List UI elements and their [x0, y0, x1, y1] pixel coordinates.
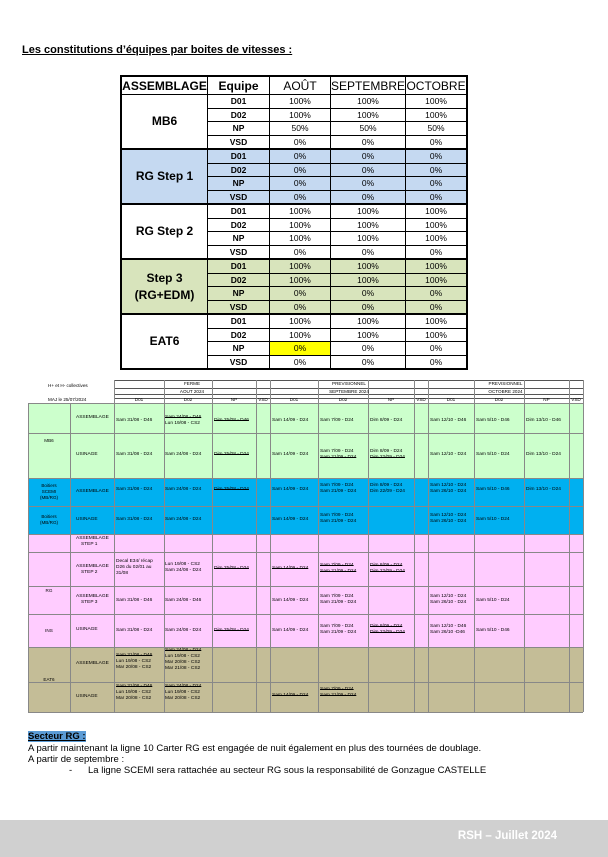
grid-line	[318, 380, 319, 712]
sub-label: USINAGE	[76, 627, 98, 632]
group-name	[121, 149, 208, 204]
value-cell: 0%	[270, 355, 331, 369]
grid-line	[28, 403, 583, 404]
group-name-text: EAT6	[149, 334, 180, 348]
month-label: OCTOBRE 2024	[488, 389, 523, 394]
planning-cell: Lun 19/08 - CS2	[165, 421, 200, 426]
row-band	[28, 534, 583, 552]
header-equipe: Equipe	[208, 76, 270, 95]
value-cell: 0%	[406, 300, 468, 314]
table-row	[121, 314, 467, 328]
team-cell: NP	[208, 177, 270, 191]
planning-cell: Sam 14/09 - D24	[272, 418, 309, 423]
planning-cell: Sam 12/10 - D24	[430, 452, 467, 457]
planning-cell: Sam 21/09 - D24	[320, 693, 357, 698]
group-label	[28, 677, 70, 683]
planning-cell: Sam 5/10 - D46	[476, 628, 510, 633]
value-cell: 100%	[270, 218, 331, 232]
planning-cell: Sam 21/09 - D24	[320, 600, 357, 605]
header-assemblage: ASSEMBLAGE	[121, 76, 208, 95]
planning-cell: Sam 24/08 - D24	[165, 628, 202, 633]
planning-cell: Sam 14/09 - D24	[272, 693, 309, 698]
footer-bar	[0, 820, 608, 857]
planning-cell: Sam 21/09 - D24	[320, 569, 357, 574]
value-cell: 100%	[406, 95, 468, 109]
planning-cell: Sam 21/09 - D24	[320, 489, 357, 494]
planning-cell: Sam 21/09 - D24	[320, 455, 357, 460]
value-cell: 100%	[270, 232, 331, 246]
grid-line	[270, 380, 271, 712]
value-cell: 0%	[270, 245, 331, 259]
planning-cell: Dim 25/08 - D46	[214, 418, 249, 423]
grid-line	[28, 586, 583, 587]
group-name-text: MB6	[151, 114, 178, 128]
team-header: VSD	[416, 397, 426, 402]
planning-cell: Sam 5/10 - D24	[476, 517, 510, 522]
grid-line	[28, 433, 583, 434]
month-label: SEPTEMBRE 2024	[329, 389, 369, 394]
grid-line	[414, 380, 415, 712]
team-cell: D02	[208, 163, 270, 177]
team-header: D01	[134, 397, 144, 402]
planning-cell: Sam 26/10 - D24	[430, 489, 467, 494]
sector-heading: Secteur RG :	[28, 731, 86, 742]
sub-label: ASSEMBLAGE	[76, 594, 109, 599]
value-cell: 100%	[270, 273, 331, 287]
team-cell: D02	[208, 218, 270, 232]
value-cell: 0%	[331, 355, 406, 369]
group-name	[121, 95, 208, 150]
planning-cell: Sam 21/09 - D24	[320, 519, 357, 524]
value-cell: 100%	[331, 314, 406, 328]
month-status: PREVISIONNEL	[332, 381, 366, 386]
grid-line	[28, 647, 583, 648]
team-header: NP	[387, 397, 395, 402]
planning-cell: Sam 24/08 - D24	[165, 568, 202, 573]
group-name-text: Step 3	[146, 270, 183, 285]
team-cell: D02	[208, 108, 270, 122]
planning-cell: Dim 25/08 - D24	[214, 566, 249, 571]
value-cell: 100%	[270, 314, 331, 328]
planning-cell: Sam 24/08 - D46	[165, 415, 202, 420]
value-cell: 100%	[406, 218, 468, 232]
month-status: FERME	[183, 381, 201, 386]
value-cell: 100%	[331, 232, 406, 246]
planning-cell: Sam 7/09 - D24	[320, 594, 354, 599]
planning-cell: Sam 31/08 - D46	[116, 598, 153, 603]
grid-line	[70, 403, 71, 712]
planning-cell: Dim 8/09 - D24	[370, 483, 403, 488]
planning-cell: Dim 13/10 - D46	[526, 418, 561, 423]
team-header: D02	[338, 397, 348, 402]
value-cell: 100%	[406, 108, 468, 122]
team-cell: VSD	[208, 245, 270, 259]
group-label-line: (MB/RG)	[39, 520, 59, 525]
table-header	[121, 76, 467, 95]
group-label	[28, 628, 70, 634]
team-cell: D01	[208, 204, 270, 218]
table-row	[121, 95, 467, 109]
planning-cell: Sam 12/10 - D46	[430, 418, 467, 423]
planning-cell: Sam 7/09 - D24	[320, 449, 354, 454]
value-cell: 0%	[406, 355, 468, 369]
team-header: NP	[543, 397, 550, 402]
grid-line	[114, 380, 115, 712]
planning-cell: Sam 7/09 - D24	[320, 624, 354, 629]
planning-cell: Dim 25/08 - D24	[214, 628, 249, 633]
planning-cell: Sam 7/09 - D24	[320, 418, 354, 423]
value-cell: 100%	[270, 108, 331, 122]
row-band	[28, 647, 583, 682]
planning-cell: Sam 5/10 - D46	[476, 487, 510, 492]
value-cell: 0%	[406, 287, 468, 301]
value-cell: 0%	[406, 342, 468, 356]
value-cell: 100%	[406, 259, 468, 273]
planning-cell: Sam 31/08 - D46	[116, 653, 153, 658]
planning-cell: Sam 21/09 - D24	[320, 630, 357, 635]
grid-line	[28, 506, 583, 507]
value-cell: 0%	[270, 300, 331, 314]
team-header: D02	[183, 397, 193, 402]
planning-cell: Sam 7/09 - D24	[320, 687, 354, 692]
planning-cell: Sam 5/10 - D24	[476, 598, 510, 603]
grid-line	[28, 614, 583, 615]
sub-label: STEP 3	[81, 600, 98, 605]
planning-cell: Dim 8/09 - D24	[370, 449, 403, 454]
group-name-text: RG Step 1	[135, 169, 194, 183]
planning-cell: Lun 19/08 - CS2	[165, 654, 200, 659]
planning-cell: Sam 12/10 - D24	[430, 483, 467, 488]
value-cell: 50%	[406, 122, 468, 136]
planning-cell: Mar 20/08 - CS2	[116, 665, 152, 670]
value-cell: 100%	[331, 273, 406, 287]
value-cell: 0%	[331, 177, 406, 191]
planning-cell: Sam 14/09 - D24	[272, 452, 309, 457]
planning-cell: Dim 13/10 - D24	[526, 487, 561, 492]
planning-cell: Dim 13/10 - D24	[526, 452, 561, 457]
team-cell: VSD	[208, 355, 270, 369]
team-cell: D01	[208, 259, 270, 273]
value-cell: 0%	[331, 300, 406, 314]
month-label: AOUT 2024	[179, 389, 205, 394]
group-label-line: (MB/RG)	[39, 495, 59, 500]
team-cell: D02	[208, 273, 270, 287]
group-name	[121, 204, 208, 259]
planning-cell: Mar 20/08 - CS2	[165, 660, 201, 665]
planning-cell: Sam 31/08 - D24	[116, 452, 153, 457]
planning-cell: Sam 12/10 - D24	[430, 513, 467, 518]
sub-label: ASSEMBLAGE	[76, 564, 109, 569]
value-cell: 100%	[406, 204, 468, 218]
value-cell: 100%	[270, 95, 331, 109]
planning-cell: Lun 19/08 - CS2	[165, 690, 200, 695]
planning-cell: D26 du 02/01 au	[116, 565, 152, 570]
grid-line	[28, 552, 583, 553]
table-row	[121, 204, 467, 218]
group-label-line: Boitiers	[41, 483, 57, 488]
planning-cell: Sam 26/10 - D24	[430, 600, 467, 605]
planning-cell: Mar 20/08 - CS2	[165, 696, 201, 701]
team-header: D01	[446, 397, 456, 402]
planning-cell: Dim 22/09 - D24	[370, 569, 405, 574]
bullet-mark: -	[69, 765, 73, 776]
value-cell: 0%	[406, 190, 468, 204]
table-row	[121, 259, 467, 273]
planning-cell: 31/08	[116, 571, 129, 576]
planning-cell: Dim 22/09 - D24	[370, 455, 405, 460]
planning-cell: Sam 26/10 - D24	[430, 519, 467, 524]
sub-label: ASSEMBLAGE	[76, 489, 109, 494]
group-label	[28, 483, 70, 501]
team-cell: NP	[208, 232, 270, 246]
grid-line	[28, 403, 29, 712]
group-name	[121, 314, 208, 369]
team-cell: NP	[208, 122, 270, 136]
sector-line-2: A partir de septembre :	[28, 754, 125, 765]
grid-line	[28, 712, 583, 713]
planning-cell: Sam 24/08 - D24	[165, 487, 202, 492]
team-header: VSD	[571, 397, 581, 402]
team-cell: D01	[208, 95, 270, 109]
planning-cell: Dim 22/09 - D24	[370, 630, 405, 635]
team-cell: D01	[208, 149, 270, 163]
sector-line-1: A partir maintenant la ligne 10 Carter RG est engagée de nuit également en plus des tournées de doublage.	[28, 743, 482, 754]
planning-cell: Sam 24/08 - D24	[165, 684, 202, 689]
planning-cell: Sam 7/09 - D24	[320, 483, 354, 488]
group-label	[28, 588, 70, 594]
grid-line	[583, 380, 584, 712]
corner-label: MAJ le 25/07/2024	[48, 397, 87, 402]
value-cell: 0%	[270, 287, 331, 301]
planning-cell: Dim 25/08 - D24	[214, 452, 249, 457]
sub-label: ASSEMBLAGE	[76, 415, 109, 420]
value-cell: 100%	[406, 232, 468, 246]
value-cell: 50%	[331, 122, 406, 136]
planning-cell: Lun 19/08 - CS2	[116, 659, 151, 664]
value-cell: 100%	[270, 204, 331, 218]
group-name-text: RG Step 2	[135, 224, 194, 238]
value-cell: 0%	[270, 149, 331, 163]
table-row	[121, 149, 467, 163]
grid-line	[114, 394, 583, 395]
planning-cell: Sam 5/10 - D46	[476, 418, 510, 423]
value-cell: 50%	[270, 122, 331, 136]
planning-cell: Sam 31/08 - D46	[116, 418, 153, 423]
team-cell: NP	[208, 287, 270, 301]
planning-cell: Sam 14/09 - D24	[272, 628, 309, 633]
planning-grid	[28, 380, 583, 712]
value-cell: 100%	[331, 259, 406, 273]
planning-cell: Decal E34/ récap	[116, 559, 153, 564]
group-name	[121, 259, 208, 314]
team-cell: D01	[208, 314, 270, 328]
grid-line	[28, 682, 583, 683]
month-status: PREVISIONNEL	[488, 381, 523, 386]
planning-cell: Sam 7/09 - D24	[320, 563, 354, 568]
header-octobre: OCTOBRE	[406, 76, 468, 95]
group-label-line: RG	[45, 587, 53, 593]
planning-cell: Sam 31/08 - D24	[116, 628, 153, 633]
team-cell: VSD	[208, 135, 270, 149]
value-cell: 0%	[331, 287, 406, 301]
page-title: Les constitutions d’équipes par boites de vitesses :	[22, 44, 293, 56]
header-aout: AOÛT	[270, 76, 331, 95]
group-label-line: EAT6	[43, 676, 55, 682]
value-cell: 100%	[331, 95, 406, 109]
value-cell: 0%	[331, 149, 406, 163]
planning-cell: Dim 8/09 - D24	[370, 563, 403, 568]
planning-cell: Dim 22/09 - D24	[370, 489, 405, 494]
grid-line	[28, 534, 583, 535]
value-cell: 0%	[406, 149, 468, 163]
sub-label: ASSEMBLAGE	[76, 661, 109, 666]
team-cell: VSD	[208, 190, 270, 204]
planning-cell: Lun 19/08 - CS2	[165, 562, 200, 567]
value-cell: 100%	[331, 108, 406, 122]
planning-cell: Sam 26/10 -D46	[430, 630, 465, 635]
grid-line	[212, 380, 213, 712]
group-label-line: MB6	[44, 437, 54, 443]
planning-cell: Sam 24/08 - D24	[165, 517, 202, 522]
group-label	[28, 438, 70, 444]
grid-line	[368, 380, 369, 712]
value-cell: 100%	[331, 218, 406, 232]
bullet-text: La ligne SCEMI sera rattachée au secteur RG sous la responsabilité de Gonzague CASTELLE	[88, 765, 487, 776]
value-cell: 100%	[331, 204, 406, 218]
value-cell: 0%	[406, 177, 468, 191]
team-header: NP	[230, 397, 238, 402]
planning-cell: Sam 7/09 - D24	[320, 513, 354, 518]
planning-cell: Sam 31/08 - D24	[116, 517, 153, 522]
sub-label: USINAGE	[76, 517, 98, 522]
team-header: VSD	[258, 397, 268, 402]
value-cell: 100%	[270, 259, 331, 273]
planning-cell: Sam 14/09 - D24	[272, 487, 309, 492]
value-cell: 0%	[270, 342, 331, 356]
value-cell: 100%	[331, 328, 406, 342]
team-header: D01	[289, 397, 299, 402]
group-name-text-2: (RG+EDM)	[134, 287, 195, 302]
grid-line	[428, 380, 429, 712]
value-cell: 100%	[406, 273, 468, 287]
team-cell: NP	[208, 342, 270, 356]
value-cell: 0%	[406, 245, 468, 259]
planning-cell: Mar 20/08 - CS2	[116, 696, 152, 701]
value-cell: 0%	[331, 135, 406, 149]
group-label-line: Boitiers	[41, 514, 57, 519]
value-cell: 0%	[331, 342, 406, 356]
planning-cell: Dim 8/09 - D24	[370, 418, 403, 423]
planning-cell: Sam 12/10 - D24	[430, 594, 467, 599]
planning-cell: Sam 5/10 - D24	[476, 452, 510, 457]
planning-cell: Sam 14/09 - D24	[272, 517, 309, 522]
planning-cell: Dim 8/09 - D24	[370, 624, 403, 629]
grid-line	[569, 380, 570, 712]
planning-cell: Dim 25/08 - D24	[214, 487, 249, 492]
value-cell: 0%	[406, 163, 468, 177]
grid-line	[524, 380, 525, 712]
planning-cell: Mar 21/08 - CS2	[165, 666, 201, 671]
team-cell: VSD	[208, 300, 270, 314]
value-cell: 0%	[331, 245, 406, 259]
sub-label: ASSEMBLAGE	[76, 536, 109, 541]
planning-cell: Sam 12/10 - D46	[430, 624, 467, 629]
planning-cell: Sam 14/09 - D24	[272, 566, 309, 571]
value-cell: 0%	[331, 163, 406, 177]
corner-label: H+ et H- collectives	[48, 383, 88, 388]
value-cell: 0%	[331, 190, 406, 204]
sub-label: STEP 1	[81, 542, 98, 547]
value-cell: 100%	[406, 314, 468, 328]
sub-label: USINAGE	[76, 452, 98, 457]
grid-line	[256, 380, 257, 712]
planning-cell: Sam 14/09 - D24	[272, 598, 309, 603]
value-cell: 0%	[406, 135, 468, 149]
team-table	[120, 75, 468, 370]
footer-text: RSH – Juillet 2024	[457, 830, 557, 842]
value-cell: 0%	[270, 190, 331, 204]
sub-label: USINAGE	[76, 694, 98, 699]
value-cell: 0%	[270, 135, 331, 149]
planning-cell: Sam 24/08 - D46	[165, 598, 202, 603]
header-septembre: SEPTEMBRE	[331, 76, 406, 95]
value-cell: 100%	[406, 328, 468, 342]
value-cell: 100%	[270, 328, 331, 342]
planning-cell: Lun 19/08 - CS2	[116, 690, 151, 695]
group-label	[28, 514, 70, 526]
grid-line	[28, 478, 583, 479]
value-cell: 0%	[270, 163, 331, 177]
planning-cell: Sam 24/08 - D24	[165, 648, 202, 653]
team-header: D02	[494, 397, 504, 402]
planning-cell: Sam 31/08 - D46	[116, 684, 153, 689]
planning-cell: Sam 24/08 - D24	[165, 452, 202, 457]
team-cell: D02	[208, 328, 270, 342]
group-label-line: SCEMI	[41, 489, 57, 494]
grid-line	[474, 380, 475, 712]
value-cell: 0%	[270, 177, 331, 191]
sub-label: STEP 2	[81, 570, 98, 575]
planning-cell: Sam 31/08 - D24	[116, 487, 153, 492]
group-label-line: INS	[45, 627, 53, 633]
